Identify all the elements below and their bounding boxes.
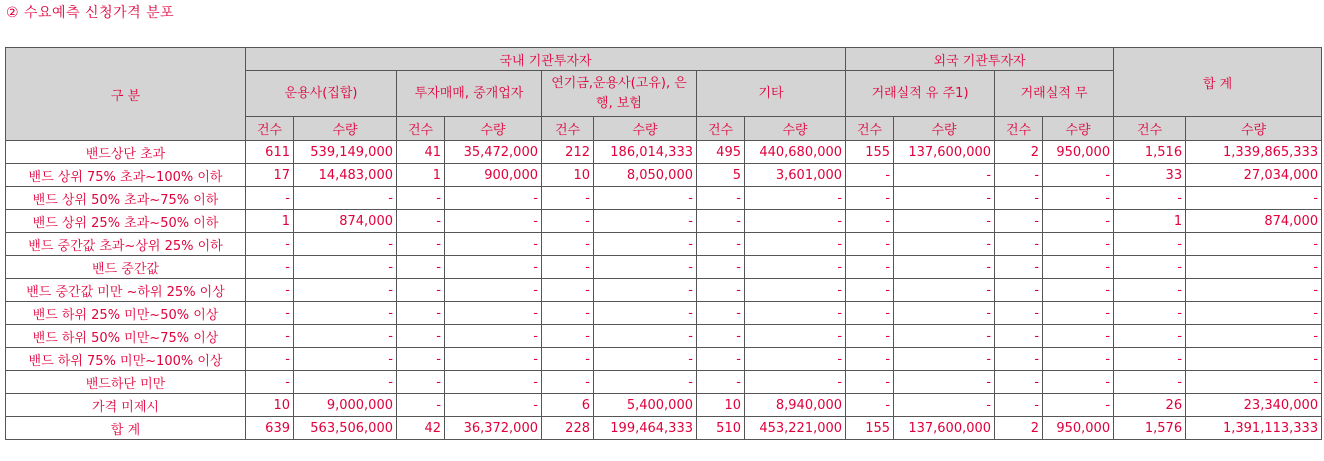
quantity-cell: 137,600,000	[894, 141, 995, 164]
count-cell: -	[1114, 233, 1186, 256]
header-count: 건수	[995, 117, 1043, 141]
header-quantity: 수량	[445, 117, 542, 141]
header-total: 합 계	[1114, 48, 1322, 117]
count-cell: -	[397, 187, 445, 210]
count-cell: -	[397, 325, 445, 348]
count-cell: -	[995, 302, 1043, 325]
count-cell: -	[542, 371, 594, 394]
quantity-cell: 453,221,000	[745, 417, 846, 440]
count-cell: -	[246, 256, 294, 279]
row-label: 합 계	[6, 417, 246, 440]
quantity-cell: -	[1043, 302, 1114, 325]
count-cell: -	[542, 348, 594, 371]
quantity-cell: -	[1043, 279, 1114, 302]
count-cell: -	[542, 279, 594, 302]
quantity-cell: -	[745, 302, 846, 325]
quantity-cell: -	[1186, 348, 1322, 371]
count-cell: 155	[846, 141, 894, 164]
quantity-cell: 36,372,000	[445, 417, 542, 440]
count-cell: 10	[246, 394, 294, 417]
count-cell: -	[995, 164, 1043, 187]
count-cell: -	[1114, 302, 1186, 325]
quantity-cell: -	[594, 348, 697, 371]
quantity-cell: -	[445, 394, 542, 417]
row-label: 밴드 하위 75% 미만~100% 이상	[6, 348, 246, 371]
count-cell: -	[846, 371, 894, 394]
count-cell: -	[697, 279, 745, 302]
header-group-other: 기타	[697, 71, 846, 117]
row-label: 밴드상단 초과	[6, 141, 246, 164]
count-cell: -	[246, 371, 294, 394]
count-cell: -	[1114, 279, 1186, 302]
quantity-cell: 8,940,000	[745, 394, 846, 417]
count-cell: 17	[246, 164, 294, 187]
count-cell: -	[995, 371, 1043, 394]
quantity-cell: 35,472,000	[445, 141, 542, 164]
header-quantity: 수량	[745, 117, 846, 141]
count-cell: -	[542, 256, 594, 279]
count-cell: 611	[246, 141, 294, 164]
quantity-cell: -	[745, 233, 846, 256]
quantity-cell: -	[445, 371, 542, 394]
count-cell: -	[246, 348, 294, 371]
quantity-cell: -	[294, 233, 397, 256]
count-cell: -	[697, 256, 745, 279]
header-domestic-institutions: 국내 기관투자자	[246, 48, 846, 71]
count-cell: -	[397, 302, 445, 325]
quantity-cell: -	[594, 187, 697, 210]
count-cell: 2	[995, 417, 1043, 440]
quantity-cell: -	[1043, 394, 1114, 417]
quantity-cell: -	[894, 371, 995, 394]
quantity-cell: -	[445, 279, 542, 302]
count-cell: -	[846, 187, 894, 210]
count-cell: 33	[1114, 164, 1186, 187]
count-cell: -	[1114, 325, 1186, 348]
quantity-cell: 900,000	[445, 164, 542, 187]
count-cell: -	[246, 279, 294, 302]
count-cell: -	[846, 233, 894, 256]
quantity-cell: 1,391,113,333	[1186, 417, 1322, 440]
count-cell: -	[246, 302, 294, 325]
quantity-cell: 14,483,000	[294, 164, 397, 187]
quantity-cell: 563,506,000	[294, 417, 397, 440]
quantity-cell: -	[445, 187, 542, 210]
header-count: 건수	[397, 117, 445, 141]
quantity-cell: -	[294, 302, 397, 325]
quantity-cell: 874,000	[1186, 210, 1322, 233]
count-cell: -	[697, 210, 745, 233]
header-quantity: 수량	[294, 117, 397, 141]
quantity-cell: -	[294, 325, 397, 348]
table-row	[6, 325, 1322, 348]
table-row	[6, 141, 1322, 164]
count-cell: -	[397, 279, 445, 302]
quantity-cell: 5,400,000	[594, 394, 697, 417]
quantity-cell: -	[594, 256, 697, 279]
header-count: 건수	[246, 117, 294, 141]
count-cell: -	[697, 302, 745, 325]
quantity-cell: -	[745, 325, 846, 348]
count-cell: -	[397, 210, 445, 233]
quantity-cell: -	[294, 279, 397, 302]
quantity-cell: 27,034,000	[1186, 164, 1322, 187]
quantity-cell: -	[1186, 325, 1322, 348]
count-cell: 2	[995, 141, 1043, 164]
header-count: 건수	[846, 117, 894, 141]
count-cell: 10	[697, 394, 745, 417]
header-quantity: 수량	[894, 117, 995, 141]
count-cell: -	[397, 394, 445, 417]
table-row	[6, 417, 1322, 440]
count-cell: 510	[697, 417, 745, 440]
count-cell: -	[246, 233, 294, 256]
quantity-cell: -	[445, 325, 542, 348]
row-label: 밴드하단 미만	[6, 371, 246, 394]
count-cell: 1	[397, 164, 445, 187]
quantity-cell: 950,000	[1043, 417, 1114, 440]
table-row	[6, 210, 1322, 233]
table-row	[6, 187, 1322, 210]
count-cell: -	[397, 371, 445, 394]
count-cell: -	[542, 325, 594, 348]
quantity-cell: -	[894, 187, 995, 210]
count-cell: 1,576	[1114, 417, 1186, 440]
header-quantity: 수량	[594, 117, 697, 141]
section-title: ② 수요예측 신청가격 분포	[6, 5, 175, 21]
count-cell: -	[697, 325, 745, 348]
count-cell: -	[397, 348, 445, 371]
quantity-cell: -	[445, 348, 542, 371]
header-count: 건수	[542, 117, 594, 141]
quantity-cell: -	[894, 325, 995, 348]
quantity-cell: -	[445, 256, 542, 279]
count-cell: -	[697, 348, 745, 371]
quantity-cell: 3,601,000	[745, 164, 846, 187]
quantity-cell: -	[894, 256, 995, 279]
quantity-cell: -	[1186, 256, 1322, 279]
quantity-cell: -	[1186, 187, 1322, 210]
quantity-cell: -	[1186, 302, 1322, 325]
row-label: 밴드 하위 25% 미만~50% 이상	[6, 302, 246, 325]
quantity-cell: -	[1186, 233, 1322, 256]
count-cell: -	[246, 325, 294, 348]
count-cell: -	[697, 371, 745, 394]
count-cell: 1	[246, 210, 294, 233]
count-cell: -	[995, 187, 1043, 210]
header-group-with-track-record: 거래실적 유 주1)	[846, 71, 995, 117]
table-row	[6, 302, 1322, 325]
count-cell: -	[697, 233, 745, 256]
count-cell: 42	[397, 417, 445, 440]
quantity-cell: -	[1043, 371, 1114, 394]
quantity-cell: 137,600,000	[894, 417, 995, 440]
quantity-cell: 874,000	[294, 210, 397, 233]
header-count: 건수	[697, 117, 745, 141]
quantity-cell: -	[1043, 325, 1114, 348]
table-row	[6, 371, 1322, 394]
table-row	[6, 233, 1322, 256]
header-foreign-institutions: 외국 기관투자자	[846, 48, 1114, 71]
count-cell: 212	[542, 141, 594, 164]
count-cell: -	[995, 348, 1043, 371]
quantity-cell: 950,000	[1043, 141, 1114, 164]
row-label: 밴드 중간값 초과~상위 25% 이하	[6, 233, 246, 256]
header-category: 구 분	[6, 48, 246, 141]
table-row	[6, 279, 1322, 302]
count-cell: -	[1114, 256, 1186, 279]
quantity-cell: -	[294, 187, 397, 210]
quantity-cell: 8,050,000	[594, 164, 697, 187]
count-cell: -	[246, 187, 294, 210]
count-cell: -	[995, 394, 1043, 417]
count-cell: 1,516	[1114, 141, 1186, 164]
quantity-cell: -	[594, 233, 697, 256]
quantity-cell: -	[745, 210, 846, 233]
count-cell: -	[846, 348, 894, 371]
quantity-cell: -	[894, 279, 995, 302]
quantity-cell: -	[1186, 279, 1322, 302]
count-cell: 228	[542, 417, 594, 440]
quantity-cell: -	[294, 371, 397, 394]
row-label: 밴드 중간값 미만 ~하위 25% 이상	[6, 279, 246, 302]
table-row	[6, 256, 1322, 279]
count-cell: -	[846, 164, 894, 187]
count-cell: -	[995, 256, 1043, 279]
count-cell: 495	[697, 141, 745, 164]
quantity-cell: -	[745, 279, 846, 302]
header-group-no-track-record: 거래실적 무	[995, 71, 1114, 117]
table-row	[6, 394, 1322, 417]
count-cell: -	[995, 233, 1043, 256]
quantity-cell: -	[1043, 210, 1114, 233]
header-count: 건수	[1114, 117, 1186, 141]
quantity-cell: -	[594, 325, 697, 348]
quantity-cell: 1,339,865,333	[1186, 141, 1322, 164]
quantity-cell: -	[1043, 164, 1114, 187]
row-label: 밴드 중간값	[6, 256, 246, 279]
quantity-cell: -	[894, 394, 995, 417]
table-row	[6, 164, 1322, 187]
quantity-cell: -	[745, 256, 846, 279]
count-cell: -	[1114, 187, 1186, 210]
header-group-asset-manager: 운용사(집합)	[246, 71, 397, 117]
quantity-cell: -	[594, 210, 697, 233]
count-cell: -	[1114, 348, 1186, 371]
quantity-cell: -	[594, 279, 697, 302]
count-cell: -	[397, 256, 445, 279]
row-label: 밴드 하위 50% 미만~75% 이상	[6, 325, 246, 348]
quantity-cell: -	[894, 233, 995, 256]
count-cell: 6	[542, 394, 594, 417]
quantity-cell: -	[1186, 371, 1322, 394]
count-cell: -	[846, 325, 894, 348]
quantity-cell: 23,340,000	[1186, 394, 1322, 417]
count-cell: -	[1114, 371, 1186, 394]
count-cell: -	[697, 187, 745, 210]
row-label: 밴드 상위 50% 초과~75% 이하	[6, 187, 246, 210]
count-cell: -	[542, 233, 594, 256]
quantity-cell: -	[894, 302, 995, 325]
count-cell: 26	[1114, 394, 1186, 417]
count-cell: -	[846, 394, 894, 417]
row-label: 가격 미제시	[6, 394, 246, 417]
row-label: 밴드 상위 25% 초과~50% 이하	[6, 210, 246, 233]
quantity-cell: -	[445, 233, 542, 256]
count-cell: -	[846, 256, 894, 279]
quantity-cell: -	[594, 302, 697, 325]
quantity-cell: -	[745, 371, 846, 394]
quantity-cell: 9,000,000	[294, 394, 397, 417]
quantity-cell: -	[445, 210, 542, 233]
quantity-cell: 199,464,333	[594, 417, 697, 440]
quantity-cell: -	[745, 187, 846, 210]
quantity-cell: 539,149,000	[294, 141, 397, 164]
count-cell: -	[995, 325, 1043, 348]
quantity-cell: -	[745, 348, 846, 371]
count-cell: 155	[846, 417, 894, 440]
table-row	[6, 348, 1322, 371]
count-cell: -	[846, 279, 894, 302]
header-group-broker-dealer: 투자매매, 중개업자	[397, 71, 542, 117]
header-quantity: 수량	[1186, 117, 1322, 141]
count-cell: 639	[246, 417, 294, 440]
quantity-cell: 440,680,000	[745, 141, 846, 164]
header-quantity: 수량	[1043, 117, 1114, 141]
quantity-cell: -	[1043, 256, 1114, 279]
quantity-cell: -	[1043, 187, 1114, 210]
count-cell: 10	[542, 164, 594, 187]
row-label: 밴드 상위 75% 초과~100% 이하	[6, 164, 246, 187]
demand-forecast-price-distribution-table	[5, 47, 1322, 440]
count-cell: -	[846, 210, 894, 233]
count-cell: 41	[397, 141, 445, 164]
count-cell: -	[397, 233, 445, 256]
quantity-cell: -	[1043, 348, 1114, 371]
quantity-cell: -	[1043, 233, 1114, 256]
quantity-cell: -	[594, 371, 697, 394]
header-group-pension-bank-insurance: 연기금,운용사(고유), 은행, 보험	[542, 71, 697, 117]
quantity-cell: -	[294, 256, 397, 279]
count-cell: 5	[697, 164, 745, 187]
quantity-cell: -	[894, 164, 995, 187]
count-cell: -	[995, 210, 1043, 233]
count-cell: -	[542, 302, 594, 325]
quantity-cell: -	[445, 302, 542, 325]
count-cell: -	[995, 279, 1043, 302]
quantity-cell: -	[894, 348, 995, 371]
quantity-cell: -	[894, 210, 995, 233]
count-cell: -	[542, 210, 594, 233]
count-cell: 1	[1114, 210, 1186, 233]
quantity-cell: -	[294, 348, 397, 371]
quantity-cell: 186,014,333	[594, 141, 697, 164]
count-cell: -	[846, 302, 894, 325]
count-cell: -	[542, 187, 594, 210]
